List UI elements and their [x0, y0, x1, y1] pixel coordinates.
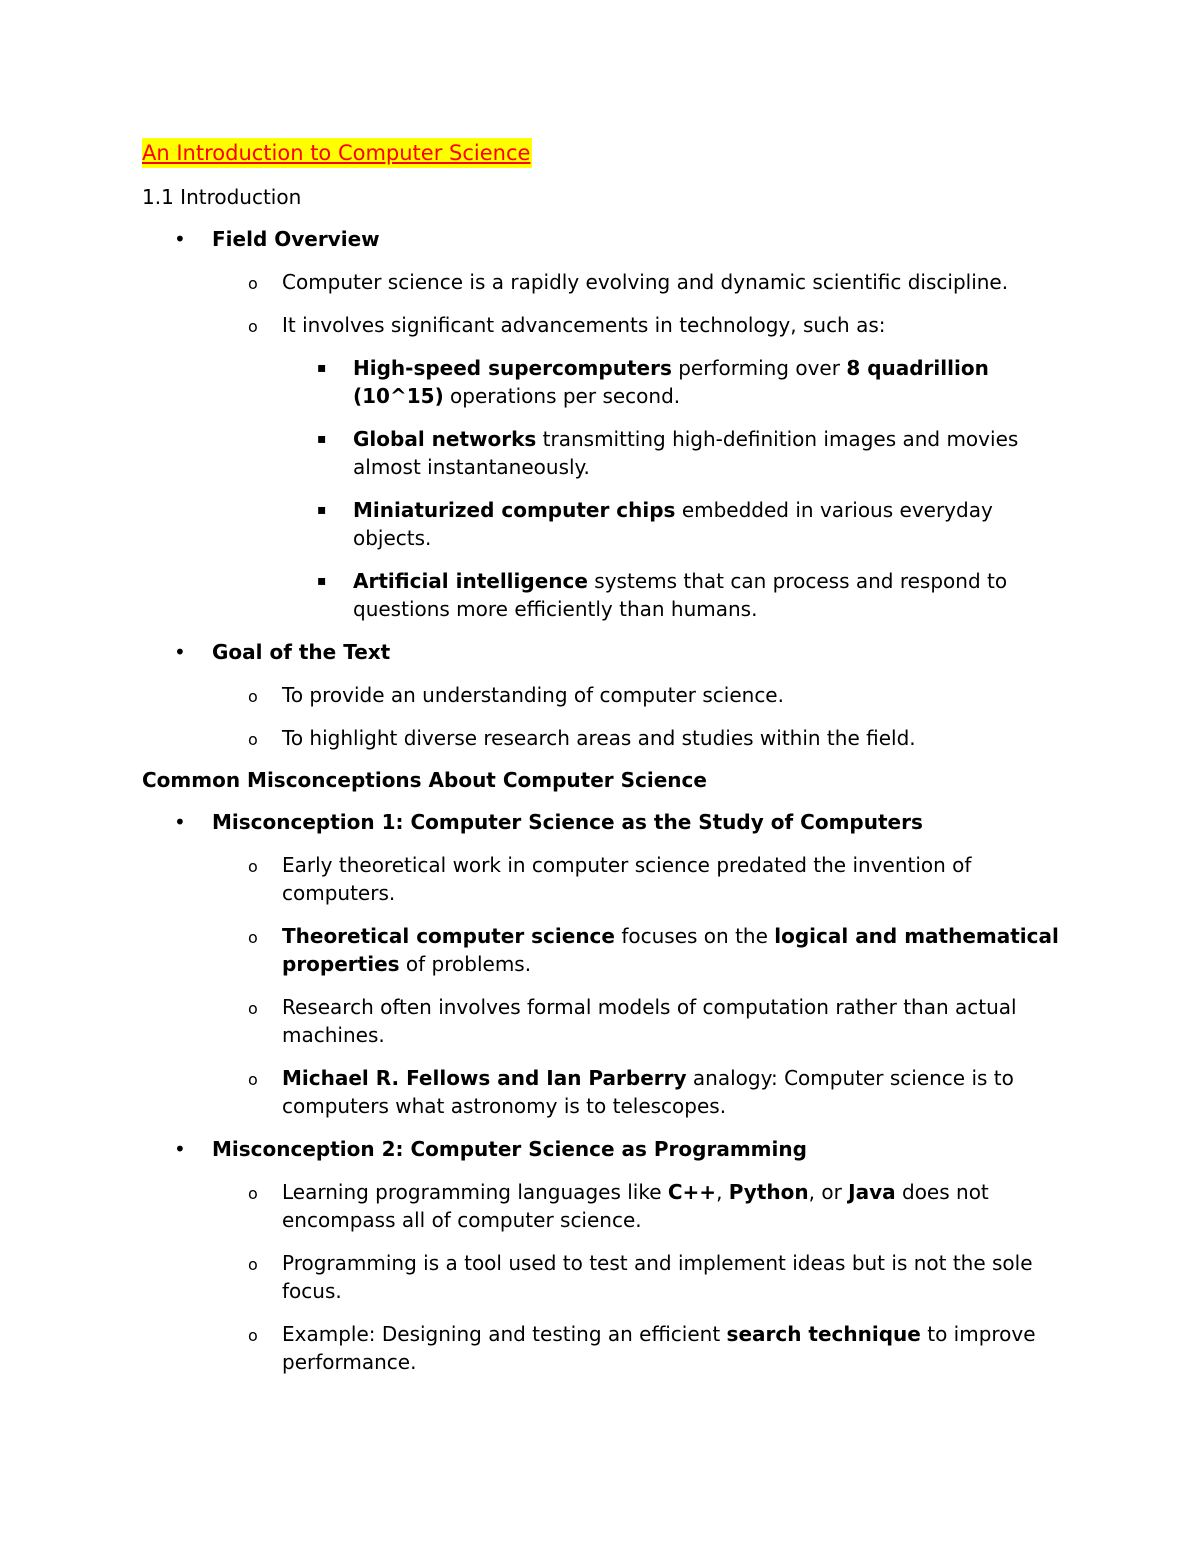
circle-bullet-icon: o: [248, 928, 258, 947]
bold-term: 8 quadrillion (10^15): [353, 356, 989, 408]
circle-bullet-icon: o: [248, 317, 258, 336]
list-item-text: [353, 425, 1062, 481]
misconceptions-list: [142, 808, 1062, 1376]
list-item-artificial-intelligence: [282, 567, 1062, 623]
misconception-1-label: Misconception 1: Computer Science as the Study of Computers: [212, 810, 923, 834]
list-item-text: Programming is a tool used to test and implement ideas but is not the sole focus.: [282, 1251, 1033, 1303]
circle-bullet-icon: o: [248, 999, 258, 1018]
list-item-global-networks: [282, 425, 1062, 481]
list-item-text: Computer science is a rapidly evolving and dynamic scientific discipline.: [282, 270, 1009, 294]
circle-bullet-icon: o: [248, 730, 258, 749]
bullet-icon: •: [174, 227, 186, 251]
circle-bullet-icon: o: [248, 687, 258, 706]
list-item: [212, 1064, 1062, 1120]
list-item-field-overview: [142, 225, 1062, 623]
list-item-text: [353, 496, 1062, 552]
list-item: [212, 851, 1062, 907]
text-run: ,: [716, 1180, 729, 1204]
goal-label: Goal of the Text: [212, 640, 391, 664]
bullet-icon: •: [174, 810, 186, 834]
list-item: [212, 993, 1062, 1049]
text-run: systems that can process and respond to questions more efficiently than humans.: [353, 569, 1008, 621]
square-bullet-icon: ▪: [317, 360, 327, 376]
field-overview-label: Field Overview: [212, 227, 380, 251]
list-item-text: To highlight diverse research areas and studies within the field.: [282, 726, 916, 750]
list-item-text: To provide an understanding of computer science.: [282, 683, 784, 707]
list-item: [212, 681, 1062, 709]
list-item-text: Early theoretical work in computer science predated the invention of computers.: [282, 853, 972, 905]
misconception-2-label: Misconception 2: Computer Science as Programming: [212, 1137, 807, 1161]
bold-term: Artificial intelligence: [353, 569, 588, 593]
section-heading-misconceptions: Common Misconceptions About Computer Science: [142, 768, 707, 792]
list-item-misconception-1: [142, 808, 1062, 1120]
list-item: [212, 1249, 1062, 1305]
circle-bullet-icon: o: [248, 1326, 258, 1345]
section-heading-introduction: 1.1 Introduction: [142, 185, 302, 209]
text-run: of problems.: [399, 952, 532, 976]
bold-term: logical and mathematical properties: [282, 924, 1059, 976]
list-item: [212, 1320, 1062, 1376]
list-item: [212, 311, 1062, 623]
square-bullet-icon: ▪: [317, 502, 327, 518]
text-run: analogy: Computer science is to computers what astronomy is to telescopes.: [282, 1066, 1014, 1118]
list-item-computer-chips: [282, 496, 1062, 552]
list-item-misconception-2: [142, 1135, 1062, 1376]
list-item-text: [282, 1320, 1062, 1376]
text-run: does not encompass all of computer science.: [282, 1180, 989, 1232]
text-run: operations per second.: [443, 384, 681, 408]
bold-term: search technique: [726, 1322, 921, 1346]
list-item-supercomputers: [282, 354, 1062, 410]
circle-bullet-icon: o: [248, 274, 258, 293]
goal-sublist: [212, 681, 1062, 752]
bold-term: C++: [667, 1180, 717, 1204]
list-item-text: [282, 1178, 1062, 1234]
bold-term: Miniaturized computer chips: [353, 498, 676, 522]
text-run: performing over: [671, 356, 847, 380]
bold-term: Theoretical computer science: [282, 924, 615, 948]
list-item: [212, 724, 1062, 752]
circle-bullet-icon: o: [248, 857, 258, 876]
bullet-icon: •: [174, 640, 186, 664]
square-bullet-icon: ▪: [317, 573, 327, 589]
text-run: to improve performance.: [282, 1322, 1036, 1374]
list-item: [212, 1178, 1062, 1234]
document-title: An Introduction to Computer Science: [142, 138, 532, 168]
intro-list: [142, 225, 1062, 752]
text-run: , or: [808, 1180, 849, 1204]
title-row: [142, 138, 1062, 168]
advancements-list: [282, 354, 1062, 623]
bold-term: Global networks: [353, 427, 537, 451]
list-item-text: It involves significant advancements in technology, such as:: [282, 313, 886, 337]
misconception-1-sublist: [212, 851, 1062, 1120]
list-item: [212, 922, 1062, 978]
bold-term: Python: [728, 1180, 809, 1204]
list-item-text: [282, 922, 1062, 978]
bullet-icon: •: [174, 1137, 186, 1161]
document-page: [142, 138, 1062, 1391]
list-item-text: [353, 354, 1062, 410]
circle-bullet-icon: o: [248, 1184, 258, 1203]
circle-bullet-icon: o: [248, 1255, 258, 1274]
square-bullet-icon: ▪: [317, 431, 327, 447]
misconception-2-sublist: [212, 1178, 1062, 1376]
bold-term: Michael R. Fellows and Ian Parberry: [282, 1066, 687, 1090]
bold-term: High-speed supercomputers: [353, 356, 672, 380]
list-item-text: Research often involves formal models of computation rather than actual machines.: [282, 995, 1017, 1047]
list-item-goal: [142, 638, 1062, 752]
circle-bullet-icon: o: [248, 1070, 258, 1089]
list-item-text: [282, 1064, 1062, 1120]
text-run: Learning programming languages like: [282, 1180, 668, 1204]
text-run: embedded in various everyday objects.: [353, 498, 993, 550]
text-run: focuses on the: [614, 924, 775, 948]
text-run: Example: Designing and testing an efficient: [282, 1322, 727, 1346]
text-run: transmitting high-definition images and movies almost instantaneously.: [353, 427, 1019, 479]
field-overview-sublist: [212, 268, 1062, 623]
bold-term: Java: [848, 1180, 896, 1204]
list-item-text: [353, 567, 1062, 623]
list-item: [212, 268, 1062, 296]
